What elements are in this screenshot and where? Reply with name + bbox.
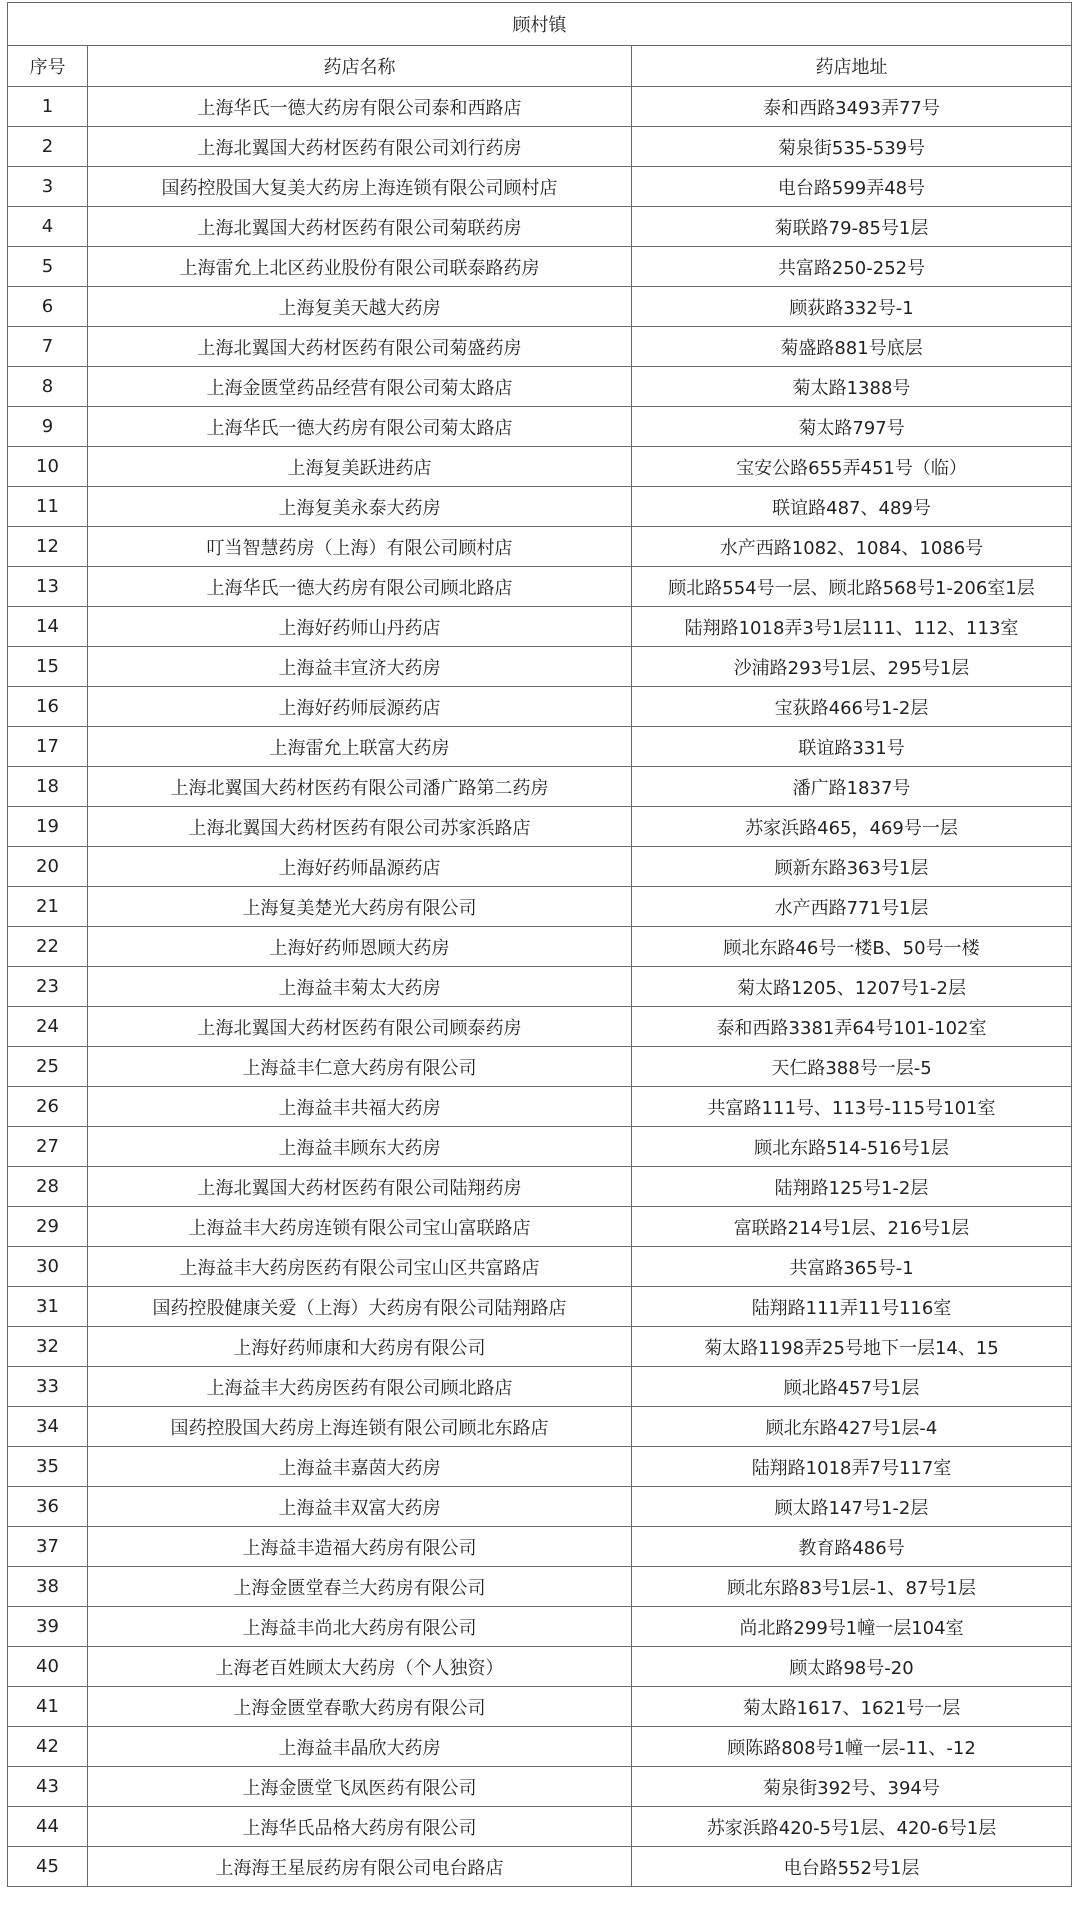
cell-no: 8 [8,367,88,407]
table-row [8,1447,1072,1487]
cell-pharmacy-name: 上海华氏一德大药房有限公司顾北路店 [88,567,632,607]
table-row [8,1287,1072,1327]
table-title: 顾村镇 [8,3,1072,46]
table-row [8,1687,1072,1727]
cell-pharmacy-address: 菊太路797号 [632,407,1072,447]
cell-no: 38 [8,1567,88,1607]
cell-pharmacy-name: 上海北翼国大药材医药有限公司陆翔药房 [88,1167,632,1207]
table-row [8,887,1072,927]
cell-no: 22 [8,927,88,967]
table-row [8,1047,1072,1087]
cell-pharmacy-name: 上海益丰仁意大药房有限公司 [88,1047,632,1087]
cell-pharmacy-name: 上海益丰双富大药房 [88,1487,632,1527]
table-row [8,847,1072,887]
cell-pharmacy-address: 顾陈路808号1幢一层-11、-12 [632,1727,1072,1767]
cell-pharmacy-name: 上海北翼国大药材医药有限公司菊盛药房 [88,327,632,367]
cell-pharmacy-name: 上海益丰顾东大药房 [88,1127,632,1167]
cell-pharmacy-name: 上海益丰晶欣大药房 [88,1727,632,1767]
cell-pharmacy-address: 顾北东路514-516号1层 [632,1127,1072,1167]
cell-no: 36 [8,1487,88,1527]
cell-pharmacy-address: 共富路365号-1 [632,1247,1072,1287]
cell-no: 15 [8,647,88,687]
cell-pharmacy-name: 上海北翼国大药材医药有限公司苏家浜路店 [88,807,632,847]
cell-no: 43 [8,1767,88,1807]
cell-no: 19 [8,807,88,847]
cell-pharmacy-name: 上海北翼国大药材医药有限公司刘行药房 [88,127,632,167]
cell-pharmacy-address: 沙浦路293号1层、295号1层 [632,647,1072,687]
cell-no: 26 [8,1087,88,1127]
cell-no: 12 [8,527,88,567]
cell-no: 35 [8,1447,88,1487]
cell-pharmacy-address: 电台路552号1层 [632,1847,1072,1887]
column-header-name: 药店名称 [88,46,632,87]
cell-pharmacy-address: 水产西路1082、1084、1086号 [632,527,1072,567]
cell-no: 39 [8,1607,88,1647]
cell-pharmacy-name: 上海复美天越大药房 [88,287,632,327]
table-row [8,1327,1072,1367]
cell-pharmacy-name: 上海华氏一德大药房有限公司泰和西路店 [88,87,632,127]
table-row [8,1527,1072,1567]
cell-pharmacy-address: 陆翔路1018弄7号117室 [632,1447,1072,1487]
cell-pharmacy-name: 上海好药师康和大药房有限公司 [88,1327,632,1367]
cell-pharmacy-name: 上海华氏品格大药房有限公司 [88,1807,632,1847]
cell-pharmacy-address: 宝荻路466号1-2层 [632,687,1072,727]
table-header-row [8,46,1072,87]
cell-pharmacy-name: 上海好药师恩顾大药房 [88,927,632,967]
table-row [8,407,1072,447]
cell-no: 37 [8,1527,88,1567]
cell-pharmacy-address: 陆翔路111弄11号116室 [632,1287,1072,1327]
cell-pharmacy-name: 上海复美永泰大药房 [88,487,632,527]
table-row [8,1727,1072,1767]
cell-pharmacy-name: 叮当智慧药房（上海）有限公司顾村店 [88,527,632,567]
cell-pharmacy-name: 上海北翼国大药材医药有限公司潘广路第二药房 [88,767,632,807]
table-row [8,247,1072,287]
cell-no: 24 [8,1007,88,1047]
table-row [8,727,1072,767]
cell-no: 29 [8,1207,88,1247]
cell-pharmacy-address: 顾北东路427号1层-4 [632,1407,1072,1447]
cell-no: 16 [8,687,88,727]
cell-pharmacy-name: 上海复美跃进药店 [88,447,632,487]
table-row [8,127,1072,167]
pharmacy-table [7,2,1072,1887]
cell-no: 1 [8,87,88,127]
cell-pharmacy-address: 教育路486号 [632,1527,1072,1567]
cell-pharmacy-address: 水产西路771号1层 [632,887,1072,927]
table-row [8,87,1072,127]
cell-pharmacy-address: 电台路599弄48号 [632,167,1072,207]
column-header-address: 药店地址 [632,46,1072,87]
cell-no: 2 [8,127,88,167]
cell-pharmacy-name: 上海益丰宣济大药房 [88,647,632,687]
table-row [8,967,1072,1007]
cell-no: 14 [8,607,88,647]
table-row [8,767,1072,807]
table-row [8,1007,1072,1047]
table-row [8,647,1072,687]
cell-pharmacy-address: 泰和西路3493弄77号 [632,87,1072,127]
cell-pharmacy-name: 国药控股国大复美大药房上海连锁有限公司顾村店 [88,167,632,207]
cell-pharmacy-name: 上海益丰共福大药房 [88,1087,632,1127]
table-row [8,167,1072,207]
table-row [8,687,1072,727]
cell-pharmacy-name: 上海金匮堂春兰大药房有限公司 [88,1567,632,1607]
cell-no: 10 [8,447,88,487]
cell-pharmacy-address: 顾太路98号-20 [632,1647,1072,1687]
cell-no: 33 [8,1367,88,1407]
cell-pharmacy-address: 菊泉街535-539号 [632,127,1072,167]
cell-no: 9 [8,407,88,447]
cell-pharmacy-address: 天仁路388号一层-5 [632,1047,1072,1087]
cell-no: 21 [8,887,88,927]
cell-pharmacy-name: 上海益丰嘉茵大药房 [88,1447,632,1487]
cell-no: 13 [8,567,88,607]
cell-no: 28 [8,1167,88,1207]
cell-pharmacy-address: 富联路214号1层、216号1层 [632,1207,1072,1247]
cell-pharmacy-name: 国药控股国大药房上海连锁有限公司顾北东路店 [88,1407,632,1447]
cell-pharmacy-address: 顾北东路46号一楼B、50号一楼 [632,927,1072,967]
cell-pharmacy-name: 上海好药师晶源药店 [88,847,632,887]
cell-pharmacy-name: 国药控股健康关爱（上海）大药房有限公司陆翔路店 [88,1287,632,1327]
cell-pharmacy-address: 菊盛路881号底层 [632,327,1072,367]
table-row [8,1607,1072,1647]
table-row [8,1407,1072,1447]
cell-pharmacy-name: 上海益丰菊太大药房 [88,967,632,1007]
cell-no: 3 [8,167,88,207]
cell-pharmacy-address: 陆翔路1018弄3号1层111、112、113室 [632,607,1072,647]
cell-pharmacy-name: 上海北翼国大药材医药有限公司菊联药房 [88,207,632,247]
table-row [8,1807,1072,1847]
cell-pharmacy-name: 上海好药师山丹药店 [88,607,632,647]
cell-no: 7 [8,327,88,367]
cell-pharmacy-address: 苏家浜路465，469号一层 [632,807,1072,847]
cell-no: 17 [8,727,88,767]
cell-no: 20 [8,847,88,887]
table-row [8,1087,1072,1127]
table-row [8,1767,1072,1807]
table-body [8,87,1072,1887]
table-row [8,1167,1072,1207]
cell-pharmacy-address: 尚北路299号1幢一层104室 [632,1607,1072,1647]
cell-pharmacy-address: 联谊路331号 [632,727,1072,767]
pharmacy-list-document [7,2,1071,1887]
cell-pharmacy-address: 泰和西路3381弄64号101-102室 [632,1007,1072,1047]
cell-pharmacy-address: 顾北东路83号1层-1、87号1层 [632,1567,1072,1607]
cell-pharmacy-address: 菊太路1617、1621号一层 [632,1687,1072,1727]
cell-no: 32 [8,1327,88,1367]
cell-no: 41 [8,1687,88,1727]
table-row [8,1487,1072,1527]
cell-pharmacy-address: 菊泉街392号、394号 [632,1767,1072,1807]
table-row [8,367,1072,407]
cell-no: 11 [8,487,88,527]
cell-no: 18 [8,767,88,807]
cell-pharmacy-name: 上海益丰大药房医药有限公司顾北路店 [88,1367,632,1407]
cell-pharmacy-name: 上海老百姓顾太大药房（个人独资） [88,1647,632,1687]
table-row [8,1247,1072,1287]
table-row [8,527,1072,567]
cell-no: 6 [8,287,88,327]
cell-pharmacy-name: 上海益丰大药房医药有限公司宝山区共富路店 [88,1247,632,1287]
cell-no: 31 [8,1287,88,1327]
cell-pharmacy-address: 菊联路79-85号1层 [632,207,1072,247]
table-row [8,927,1072,967]
cell-pharmacy-name: 上海北翼国大药材医药有限公司顾泰药房 [88,1007,632,1047]
cell-pharmacy-name: 上海复美楚光大药房有限公司 [88,887,632,927]
cell-pharmacy-name: 上海金匮堂春歌大药房有限公司 [88,1687,632,1727]
cell-pharmacy-address: 菊太路1388号 [632,367,1072,407]
cell-pharmacy-name: 上海益丰大药房连锁有限公司宝山富联路店 [88,1207,632,1247]
table-row [8,807,1072,847]
cell-pharmacy-address: 联谊路487、489号 [632,487,1072,527]
cell-pharmacy-name: 上海金匮堂药品经营有限公司菊太路店 [88,367,632,407]
table-row [8,1207,1072,1247]
cell-pharmacy-address: 菊太路1205、1207号1-2层 [632,967,1072,1007]
cell-no: 5 [8,247,88,287]
cell-pharmacy-address: 顾新东路363号1层 [632,847,1072,887]
cell-no: 44 [8,1807,88,1847]
cell-no: 30 [8,1247,88,1287]
cell-no: 23 [8,967,88,1007]
cell-no: 27 [8,1127,88,1167]
table-row [8,1567,1072,1607]
table-row [8,1367,1072,1407]
cell-pharmacy-name: 上海好药师辰源药店 [88,687,632,727]
cell-pharmacy-address: 顾北路457号1层 [632,1367,1072,1407]
cell-no: 34 [8,1407,88,1447]
table-row [8,1647,1072,1687]
cell-no: 4 [8,207,88,247]
table-row [8,567,1072,607]
cell-pharmacy-address: 共富路250-252号 [632,247,1072,287]
table-row [8,607,1072,647]
cell-pharmacy-address: 顾太路147号1-2层 [632,1487,1072,1527]
table-row [8,327,1072,367]
cell-pharmacy-name: 上海金匮堂飞凤医药有限公司 [88,1767,632,1807]
cell-pharmacy-address: 共富路111号、113号-115号101室 [632,1087,1072,1127]
cell-no: 40 [8,1647,88,1687]
cell-pharmacy-address: 潘广路1837号 [632,767,1072,807]
table-row [8,207,1072,247]
column-header-no: 序号 [8,46,88,87]
cell-no: 25 [8,1047,88,1087]
cell-pharmacy-address: 苏家浜路420-5号1层、420-6号1层 [632,1807,1072,1847]
table-row [8,487,1072,527]
cell-pharmacy-address: 菊太路1198弄25号地下一层14、15 [632,1327,1072,1367]
cell-pharmacy-name: 上海华氏一德大药房有限公司菊太路店 [88,407,632,447]
table-row [8,1127,1072,1167]
cell-pharmacy-address: 顾荻路332号-1 [632,287,1072,327]
cell-pharmacy-address: 顾北路554号一层、顾北路568号1-206室1层 [632,567,1072,607]
table-row [8,447,1072,487]
cell-pharmacy-address: 宝安公路655弄451号（临） [632,447,1072,487]
cell-no: 42 [8,1727,88,1767]
cell-pharmacy-name: 上海雷允上联富大药房 [88,727,632,767]
cell-pharmacy-name: 上海益丰造福大药房有限公司 [88,1527,632,1567]
table-row [8,287,1072,327]
cell-pharmacy-name: 上海雷允上北区药业股份有限公司联泰路药房 [88,247,632,287]
cell-pharmacy-name: 上海益丰尚北大药房有限公司 [88,1607,632,1647]
cell-no: 45 [8,1847,88,1887]
cell-pharmacy-address: 陆翔路125号1-2层 [632,1167,1072,1207]
table-title-row [8,3,1072,46]
cell-pharmacy-name: 上海海王星辰药房有限公司电台路店 [88,1847,632,1887]
table-row [8,1847,1072,1887]
